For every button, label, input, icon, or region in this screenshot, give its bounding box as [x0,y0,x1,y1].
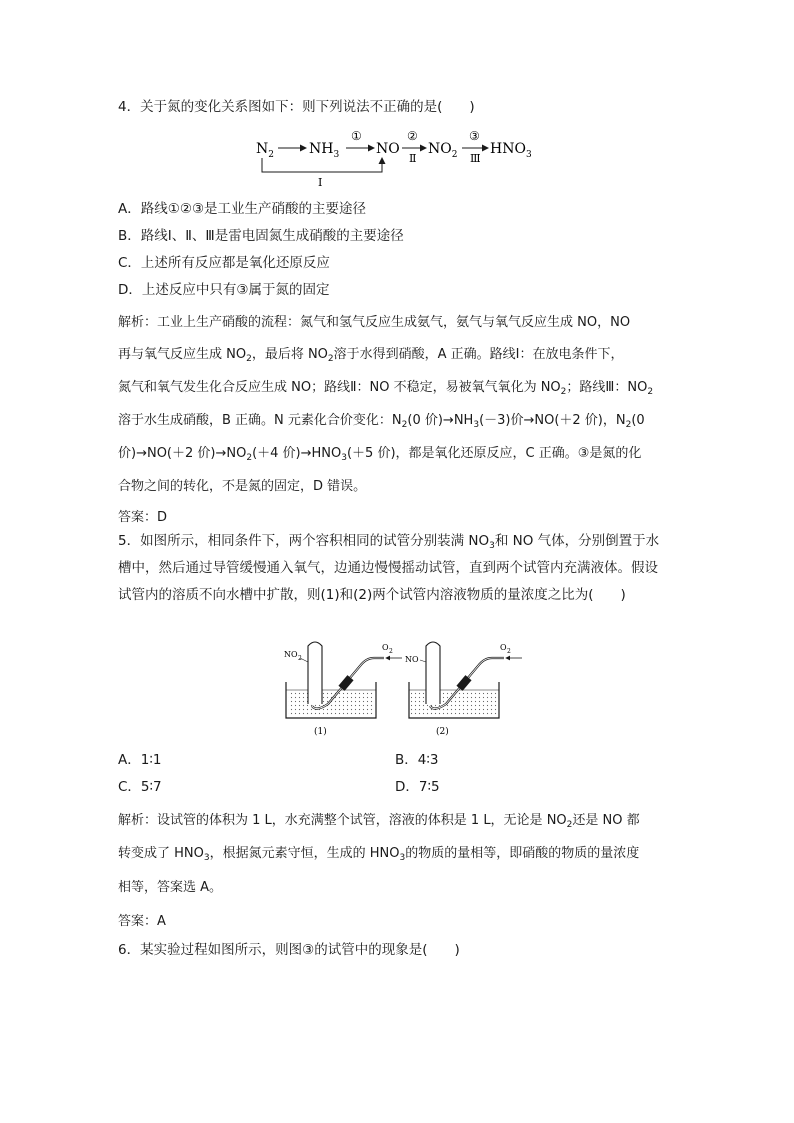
q5-answer: 答案：A [118,914,166,929]
no2-label: $NO_2$ [428,141,458,160]
q4-analysis-line6: 合物之间的转化，不是氮的固定，D 错误。 [118,479,367,494]
svg-text:2: 2 [389,648,393,655]
q5-analysis-line1: 解析：设试管的体积为 1 L，水充满整个试管，溶液的体积是 1 L，无论是 $NO_2$还是 NO 都 [118,813,640,830]
nitrogen-conversion-diagram [250,126,550,192]
q4-analysis-line2: 再与氧气反应生成 $NO_2$，最后将 $NO_2$溶于水得到硝酸，A 正确。路线Ⅰ：在放电条件下， [118,347,624,364]
svg-text:①: ① [351,129,362,143]
svg-text:O: O [382,643,389,652]
q6-stem: 6．某实验过程如图所示，则图③的试管中的现象是( ) [118,942,460,958]
nh3-label: $NH_3$ [309,141,340,160]
svg-text:NO: NO [405,655,419,664]
svg-text:2: 2 [507,648,511,655]
q4-option-a: A．路线①②③是工业生产硝酸的主要途径 [118,201,367,217]
hno3-label: $HNO_3$ [490,141,532,160]
q5-stem-line1: 5．如图所示，相同条件下，两个容积相同的试管分别装满 $NO_3$和 NO 气体，分别倒置于水 [118,533,660,551]
svg-text:②: ② [407,129,418,143]
q4-analysis-line3: 氮气和氧气发生化合反应生成 NO；路线Ⅱ：NO 不稳定，易被氧气氧化为 $NO_2$；路线Ⅲ：$NO_2$ [118,380,654,397]
q5-analysis-line2: 转变成了 $HNO_3$，根据氮元素守恒，生成的 $HNO_3$的物质的量相等，即硝酸的物质的量浓度 [118,846,640,863]
apparatus-2 [405,642,522,737]
q4-option-b: B．路线Ⅰ、Ⅱ、Ⅲ是雷电固氮生成硝酸的主要途径 [118,228,404,244]
q4-stem: 4．关于氮的变化关系图如下：则下列说法不正确的是( ) [118,99,475,115]
apparatus-1 [284,642,402,737]
q5-option-d: D．7∶5 [395,779,440,795]
q5-analysis-line3: 相等，答案选 A。 [118,880,223,895]
svg-text:Ⅲ: Ⅲ [470,152,481,165]
svg-text:(2): (2) [436,727,449,737]
svg-text:③: ③ [469,129,480,143]
q4-option-c: C．上述所有反应都是氧化还原反应 [118,255,330,271]
q4-analysis-line1: 解析：工业上生产硝酸的流程：氮气和氢气反应生成氨气，氨气与氧气反应生成 NO，NO [118,315,631,330]
q5-option-a: A．1∶1 [118,752,162,768]
no-label: NO [376,141,400,157]
q5-option-b: B．4∶3 [395,752,439,768]
svg-text:NO: NO [284,650,298,659]
q5-stem-line3: 试管内的溶质不向水槽中扩散，则(1)和(2)两个试管内溶液物质的量浓度之比为( ) [118,587,626,603]
n2-label: $N_2$ [256,141,274,160]
svg-text:Ⅱ: Ⅱ [409,152,417,165]
q4-answer: 答案：D [118,510,168,525]
svg-text:2: 2 [298,655,302,662]
q5-stem-line2: 槽中，然后通过导管缓慢通入氧气，边通边慢慢摇动试管，直到两个试管内充满液体。假设 [118,560,658,576]
svg-text:(1): (1) [314,727,327,737]
q4-option-d: D．上述反应中只有③属于氮的固定 [118,282,330,298]
q4-analysis-line4: 溶于水生成硝酸，B 正确。N 元素化合价变化：$N_2(0$ 价)$\to NH_3(-3)$价→NO(＋2 价)，$N_2(0$ [118,413,645,430]
q4-analysis-line5: 价)→NO(＋2 价)$\to NO_2(+4$ 价)$\to HNO_3(+5$ 价)，都是氧化还原反应，C 正确。③是氮的化 [118,446,642,463]
svg-text:Ⅰ: Ⅰ [318,176,323,189]
test-tube-apparatus-figure [278,632,528,742]
q5-option-c: C．5∶7 [118,779,162,795]
svg-text:O: O [500,643,507,652]
